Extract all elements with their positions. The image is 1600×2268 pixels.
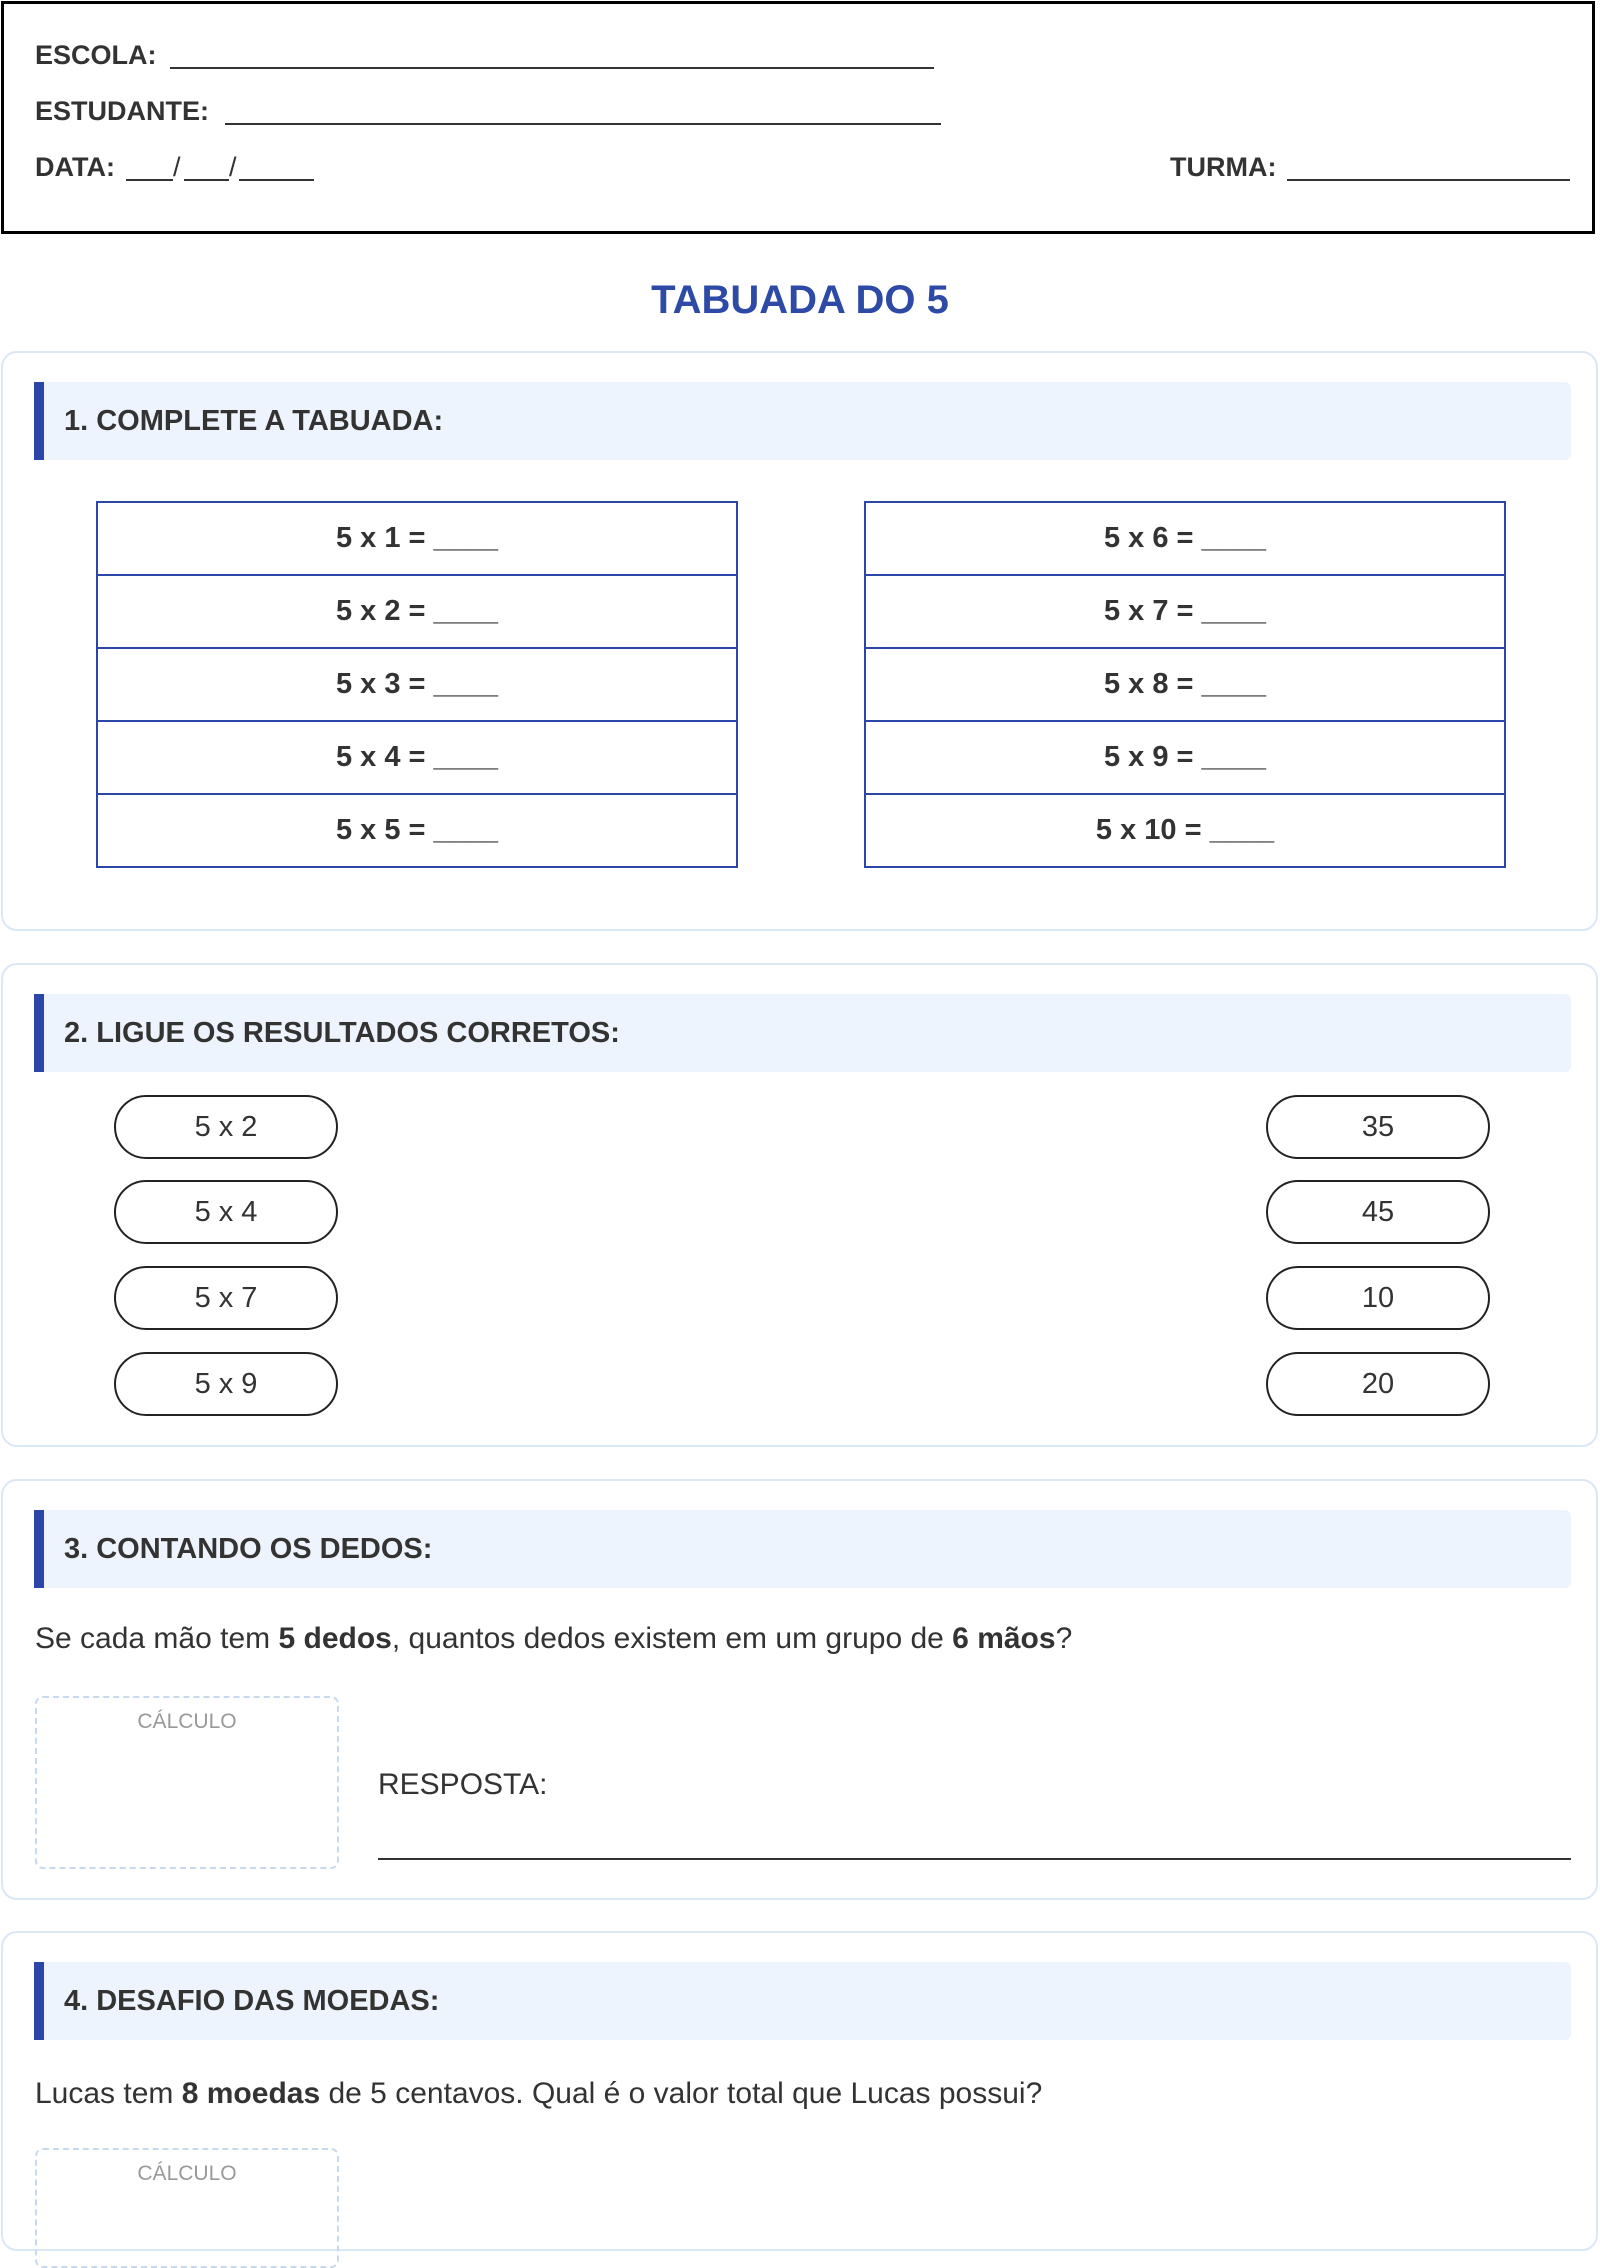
section-heading-text: 2. LIGUE OS RESULTADOS CORRETOS: [64,1017,620,1049]
calculation-label: CÁLCULO [137,2162,237,2185]
section-heading-text: 4. DESAFIO DAS MOEDAS: [64,1985,440,2017]
section-heading [34,1962,1571,2040]
match-left-item[interactable]: 5 x 9 [114,1352,338,1416]
match-left-item[interactable]: 5 x 2 [114,1095,338,1159]
estudante-field[interactable] [225,123,941,125]
section-match-results [1,963,1598,1447]
section-heading-text: 1. COMPLETE A TABUADA: [64,405,444,437]
table-cell[interactable]: 5 x 6 = ____ [865,502,1505,575]
data-day-field[interactable] [126,179,173,181]
data-month-field[interactable] [184,179,229,181]
table-cell[interactable]: 5 x 3 = ____ [97,648,737,721]
match-right-item[interactable]: 20 [1266,1352,1490,1416]
calculation-box[interactable] [35,1696,339,1869]
section-heading [34,382,1571,460]
section-complete-table [1,351,1598,931]
table-cell[interactable]: 5 x 2 = ____ [97,575,737,648]
table-cell[interactable]: 5 x 1 = ____ [97,502,737,575]
page-title: TABUADA DO 5 [651,278,949,322]
data-slash: / [229,152,237,182]
match-right-item[interactable]: 10 [1266,1266,1490,1330]
problem-text: Lucas tem 8 moedas de 5 centavos. Qual é o valor total que Lucas possui? [35,2077,1043,2110]
match-right-item[interactable]: 45 [1266,1180,1490,1244]
table-cell[interactable]: 5 x 10 = ____ [865,794,1505,867]
table-cell[interactable]: 5 x 7 = ____ [865,575,1505,648]
answer-label: RESPOSTA: [378,1768,548,1801]
calculation-box[interactable] [35,2148,339,2268]
table-cell[interactable]: 5 x 5 = ____ [97,794,737,867]
match-left-item[interactable]: 5 x 7 [114,1266,338,1330]
table-right [864,501,1506,868]
table-left [96,501,738,868]
section-heading-text: 3. CONTANDO OS DEDOS: [64,1533,433,1565]
match-left-item[interactable]: 5 x 4 [114,1180,338,1244]
section-counting-fingers [1,1479,1598,1900]
calculation-label: CÁLCULO [137,1710,237,1733]
table-cell[interactable]: 5 x 9 = ____ [865,721,1505,794]
student-info-box [1,1,1595,234]
table-cell[interactable]: 5 x 8 = ____ [865,648,1505,721]
turma-label: TURMA: [1170,152,1277,182]
problem-text: Se cada mão tem 5 dedos, quantos dedos existem em um grupo de 6 mãos? [35,1622,1073,1655]
data-label: DATA: [35,152,115,182]
match-right-item[interactable]: 35 [1266,1095,1490,1159]
table-cell[interactable]: 5 x 4 = ____ [97,721,737,794]
section-heading [34,1510,1571,1588]
escola-field[interactable] [170,67,934,69]
data-year-field[interactable] [239,179,314,181]
section-heading [34,994,1571,1072]
section-coin-challenge [1,1931,1598,2251]
data-slash: / [173,152,181,182]
escola-label: ESCOLA: [35,40,157,70]
answer-line[interactable] [378,1858,1571,1860]
estudante-label: ESTUDANTE: [35,96,209,126]
turma-field[interactable] [1287,179,1570,181]
